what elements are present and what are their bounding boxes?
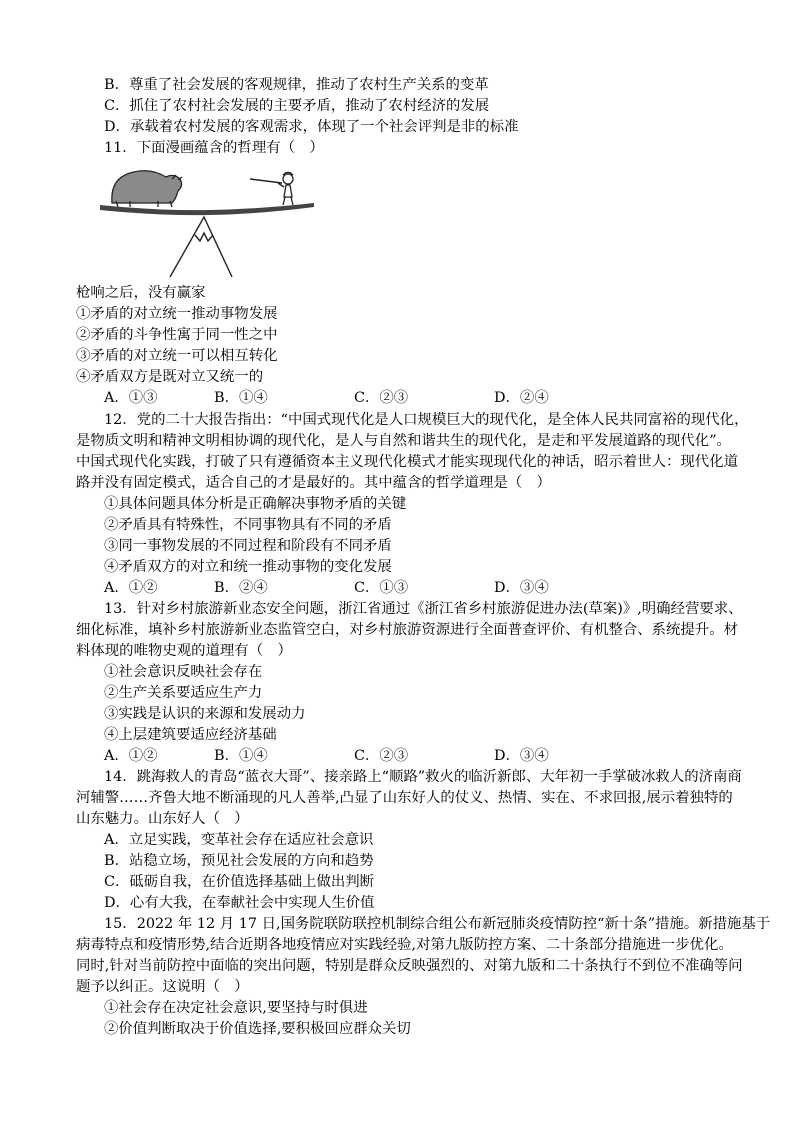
q13-item-3: ③实践是认识的来源和发展动力	[104, 706, 306, 722]
q14-option-d[interactable]: D．心有大我，在奉献社会中实现人生价值	[104, 895, 375, 911]
q12-item-4: ④矛盾双方的对立和统一推动事物的变化发展	[104, 559, 392, 575]
q13-line-3: 料体现的唯物史观的道理有（ ）	[76, 643, 292, 659]
q15-line-1: 15．2022 年 12 月 17 日,国务院联防联控机制综合组公布新冠肺炎疫情防控“新十条”措施。新措施基于	[104, 916, 771, 932]
q15-item-2: ②价值判断取决于价值选择,要积极回应群众关切	[104, 1021, 411, 1037]
q11-stem: 11．下面漫画蕴含的哲理有（ ）	[104, 140, 324, 156]
q14-option-a[interactable]: A．立足实践，变革社会存在适应社会意识	[104, 832, 374, 848]
hunter-figure	[250, 173, 293, 206]
q13-item-1: ①社会意识反映社会存在	[104, 664, 263, 680]
q15-line-2: 病毒特点和疫情形势,结合近期各地疫情应对实践经验,对第九版防控方案、二十条部分措施进一步优化。	[76, 937, 733, 953]
q13-option-a[interactable]: A．①②	[104, 748, 158, 764]
q11-option-b[interactable]: B．①④	[214, 390, 268, 406]
q12-option-c[interactable]: C．①③	[354, 580, 409, 596]
q12-item-2: ②矛盾具有特殊性，不同事物具有不同的矛盾	[104, 517, 392, 533]
q12-item-3: ③同一事物发展的不同过程和阶段有不同矛盾	[104, 538, 392, 554]
seesaw-plank	[100, 203, 314, 215]
q10-option-b: B．尊重了社会发展的客观规律，推动了农村生产关系的变革	[104, 77, 489, 93]
q12-line-2: 是物质文明和精神文明相协调的现代化，是人与自然和谐共生的现代化，是走和平发展道路的现代化”。	[76, 433, 731, 449]
q12-line-4: 路并没有固定模式，适合自己的才是最好的。其中蕴含的哲学道理是（ ）	[76, 475, 551, 491]
q11-item-1: ①矛盾的对立统一推动事物发展	[76, 306, 278, 322]
q13-line-2: 细化标准，填补乡村旅游新业态监管空白，对乡村旅游资源进行全面普查评价、有机整合、系统提升。材	[76, 622, 738, 638]
q13-option-b[interactable]: B．①④	[214, 748, 268, 764]
q13-option-d[interactable]: D．③④	[494, 748, 549, 764]
q11-option-c[interactable]: C．②③	[354, 390, 409, 406]
q13-line-1: 13．针对乡村旅游新业态安全问题，浙江省通过《浙江省乡村旅游促进办法(草案)》,明确经营要求、	[104, 601, 743, 617]
q14-option-c[interactable]: C．砥砺自我，在价值选择基础上做出判断	[104, 874, 375, 890]
q11-item-3: ③矛盾的对立统一可以相互转化	[76, 348, 278, 364]
q12-option-a[interactable]: A．①②	[104, 580, 158, 596]
q13-option-c[interactable]: C．②③	[354, 748, 409, 764]
q11-item-2: ②矛盾的斗争性寓于同一性之中	[76, 327, 278, 343]
q12-line-1: 12．党的二十大报告指出：“中国式现代化是人口规模巨大的现代化，是全体人民共同富裕的现代化，	[104, 412, 749, 428]
q13-item-4: ④上层建筑要适应经济基础	[104, 727, 277, 743]
q10-option-d: D．承载着农村发展的客观需求，体现了一个社会评判是非的标准	[104, 119, 519, 135]
q10-option-c: C．抓住了农村社会发展的主要矛盾，推动了农村经济的发展	[104, 98, 490, 114]
q12-option-d[interactable]: D．③④	[494, 580, 549, 596]
q14-line-2: 河辅警……齐鲁大地不断涌现的凡人善举,凸显了山东好人的仗义、热情、实在、不求回报,展示着独特的	[76, 790, 733, 806]
q13-item-2: ②生产关系要适应生产力	[104, 685, 263, 701]
q15-line-3: 同时,针对当前防控中面临的突出问题，特别是群众反映强烈的、对第九版和二十条执行不到位不准确等问	[76, 958, 743, 974]
q14-option-b[interactable]: B．站稳立场，预见社会发展的方向和趋势	[104, 853, 374, 869]
q11-item-4: ④矛盾双方是既对立又统一的	[76, 369, 264, 385]
q11-caption: 枪响之后，没有赢家	[76, 285, 206, 301]
q12-option-b[interactable]: B．②④	[214, 580, 268, 596]
q12-line-3: 中国式现代化实践，打破了只有遵循资本主义现代化模式才能实现现代化的神话，昭示着世人：现代化道	[76, 454, 738, 470]
bear-figure	[112, 171, 182, 207]
q12-item-1: ①具体问题具体分析是正确解决事物矛盾的关键	[104, 496, 407, 512]
q15-line-4: 题予以纠正。这说明（ ）	[76, 979, 249, 995]
q14-line-1: 14．跳海救人的青岛“蓝衣大哥”、接亲路上“顺路”救火的临沂新郎、大年初一手掌破冰救人的济南商	[104, 769, 742, 785]
q14-line-3: 山东魅力。山东好人（ ）	[76, 811, 249, 827]
seesaw-cartoon-image	[100, 165, 320, 280]
q11-option-a[interactable]: A．①③	[104, 390, 158, 406]
q11-option-d[interactable]: D．②④	[494, 390, 549, 406]
mountain-fulcrum	[170, 217, 232, 277]
q15-item-1: ①社会存在决定社会意识,要坚持与时俱进	[104, 1000, 368, 1016]
